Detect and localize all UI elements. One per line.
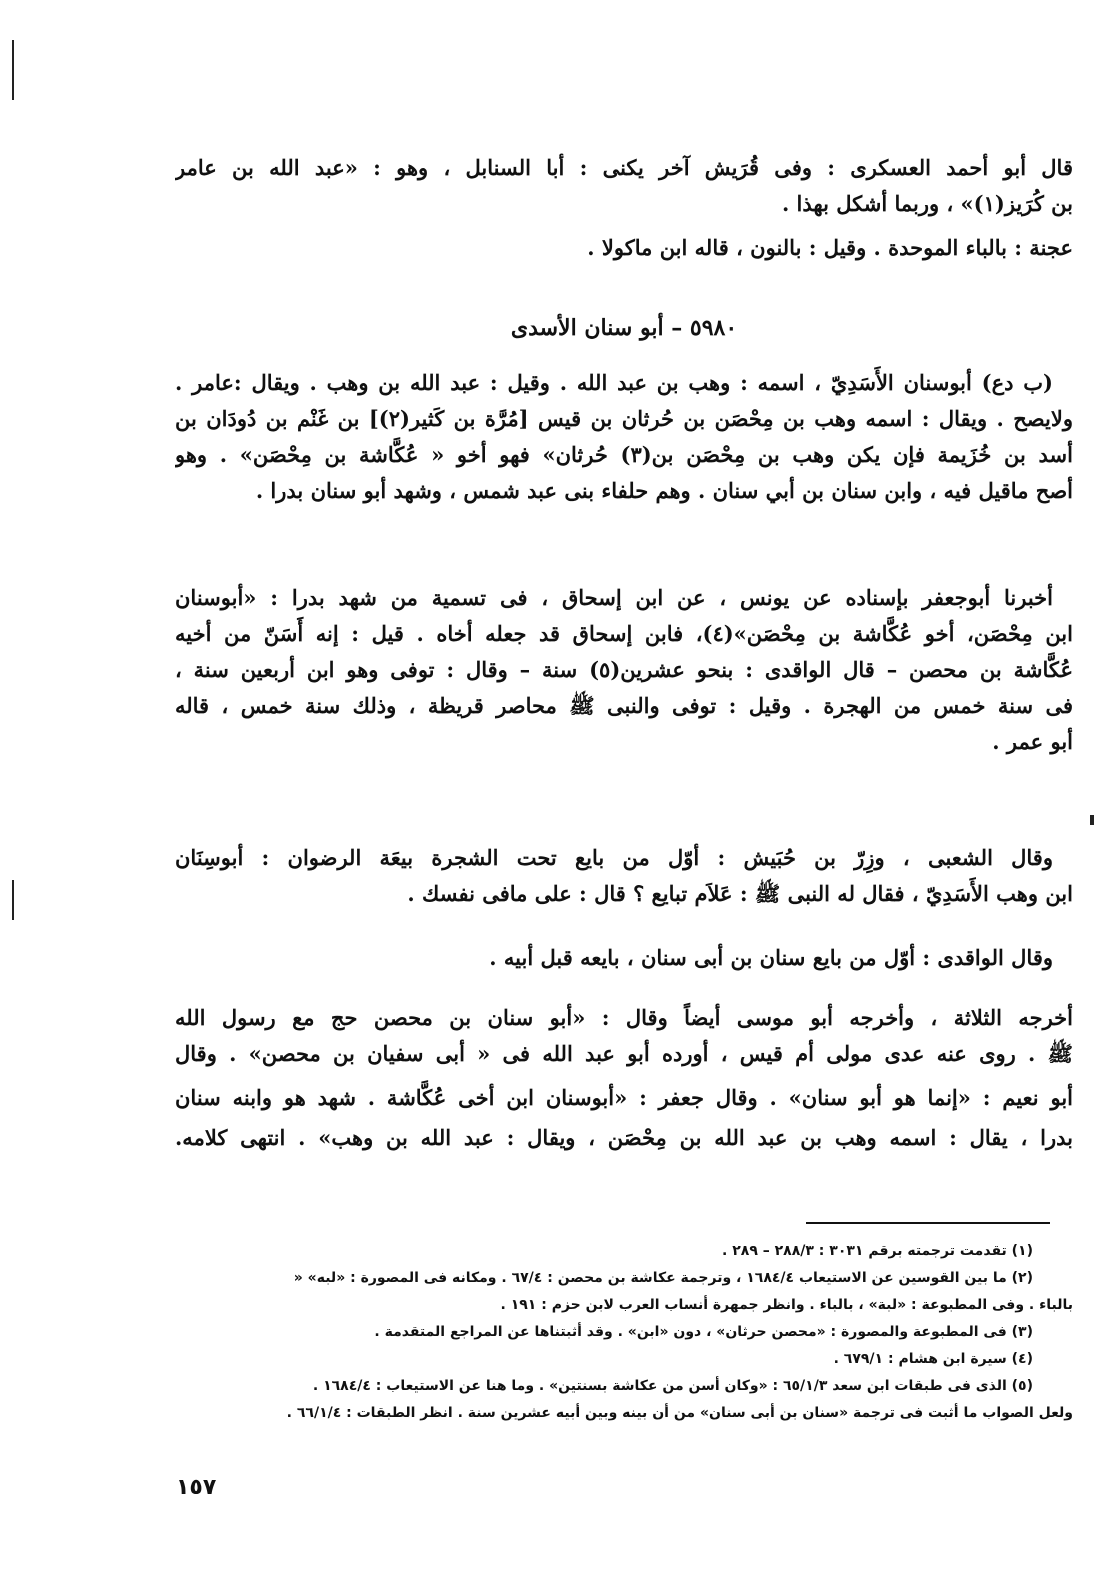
footnote-line: ولعل الصواب ما أثبت فى ترجمة «سنان بن أبى سنان» من أن بينه وبين أبيه عشرين سنة . انظر الطبقات : ٦٦/١/٤ . [286,1405,1073,1421]
paragraph-line: أخبرنا أبوجعفر بإسناده عن يونس ، عن ابن إسحاق ، فى تسمية من شهد بدرا : «أبوسنان [175,585,1053,610]
paragraph-line: عُكَّاشة بن محصن – قال الواقدى : بنحو عشرين(٥) سنة – وقال : توفى وهو ابن أربعين سنة ، [175,657,1073,682]
entry-paragraph-3 [175,840,1073,912]
paragraph-line: أخرجه الثلاثة ، وأخرجه أبو موسى أيضاً وقال : «أبو سنان بن محصن حج مع رسول الله [175,1005,1073,1030]
entry-paragraph-4 [175,940,1073,976]
scan-edge-mark-mid-left [12,880,14,920]
paragraph-line: بدرا ، يقال : اسمه وهب بن عبد الله بن مِحْصَن ، ويقال : عبد الله بن وهب» . انتهى كلامه. [175,1125,1073,1150]
footnote-line: (٤) سيرة ابن هشام : ٦٧٩/١ . [833,1351,1033,1367]
paragraph-line: (ب دع) أبوسنان الأَسَدِيّ ، اسمه : وهب بن عبد الله . وقيل : عبد الله بن وهب . ويقال :عامر . [175,370,1053,395]
paragraph-line: وقال الواقدى : أوّل من بايع سنان بن أبى سنان ، بايعه قبل أبيه . [489,945,1053,970]
paragraph-line: أبو نعيم : «إنما هو أبو سنان» . وقال جعفر : «أبوسنان ابن أخى عُكَّاشة . شهد هو وابنه سنان [175,1085,1073,1110]
intro-line: قال أبو أحمد العسكرى : وفى قُرَيش آخر يكنى : أبا السنابل ، وهو : «عبد الله بن عامر [175,155,1073,180]
paragraph-line: ولايصح . ويقال : اسمه وهب بن مِحْصَن بن حُرثان بن قيس [مُرَّة بن كَثير(٢)] بن غَنْم بن دُودَان بن [175,406,1073,431]
entry-heading: ٥٩٨٠ – أبو سنان الأسدى [510,315,738,341]
footnote-divider [806,1222,1050,1224]
footnote-line: بالباء . وفى المطبوعة : «لبة» ، بالباء . وانظر جمهرة أنساب العرب لابن حزم : ١٩١ . [500,1297,1073,1313]
paragraph-line: وقال الشعبى ، وزِرّ بن حُبَيش : أوّل من بايع تحت الشجرة بيعَة الرضوان : أبوسِنَان [175,845,1053,870]
page-number: ١٥٧ [176,1475,217,1500]
paragraph-line: ابن وهب الأَسَدِيّ ، فقال له النبى ﷺ : عَلاَم تبايع ؟ قال : على مافى نفسك . [407,881,1073,906]
intro-line: بن كُرَيز(١)» ، وربما أشكل بهذا . [781,191,1073,216]
entry-paragraph-2 [175,580,1073,760]
intro-line: عجنة : بالباء الموحدة . وقيل : بالنون ، قاله ابن ماكولا . [587,235,1073,260]
paragraph-line: ابن مِحْصَن، أخو عُكَّاشة بن مِحْصَن»(٤)، فابن إسحاق قد جعله أخاه . قيل : إنه أَسَنّ من أخيه [175,621,1073,646]
paragraph-line: فى سنة خمس من الهجرة . وقيل : توفى والنبى ﷺ محاصر قريظة ، وذلك سنة خمس ، قاله [175,693,1073,718]
entry-paragraph-1 [175,365,1073,509]
paragraph-line: أصح ماقيل فيه ، وابن سنان بن أبي سنان . وهم حلفاء بنى عبد شمس ، وشهد أبو سنان بدرا . [255,478,1073,503]
paragraph-line: أبو عمر . [992,729,1073,754]
footnote-line: (٣) فى المطبوعة والمصورة : «محصن حرثان» ، دون «ابن» . وقد أثبتناها عن المراجع المتقدمة . [374,1324,1033,1340]
scan-edge-mark-right [1090,815,1094,825]
footnote-line: (١) تقدمت ترجمته برقم ٣٠٣١ : ٢٨٨/٣ – ٢٨٩ . [722,1243,1033,1259]
entry-paragraph-5 [175,1000,1073,1156]
paragraph-line: أسد بن خُزَيمة فإن يكن وهب بن مِحْصَن بن(٣) حُرثان» فهو أخو « عُكَّاشة بن مِحْصَن» . وهو [175,442,1073,467]
intro-block [175,150,1073,266]
footnote-line: (٥) الذى فى طبقات ابن سعد ٦٥/١/٣ : «وكان أسن من عكاشة بسنتين» . وما هنا عن الاستيعاب : ١٦٨٤/٤ . [312,1378,1033,1394]
paragraph-line: ﷺ . روى عنه عدى مولى أم قيس ، أورده أبو عبد الله فى « أبى سفيان بن محصن» . وقال [175,1041,1073,1066]
footnotes [150,1238,1073,1427]
footnote-line: (٢) ما بين القوسين عن الاستيعاب ١٦٨٤/٤ ، وترجمة عكاشة بن محصن : ٦٧/٤ . ومكانه فى المصورة : «لبه» « [293,1270,1033,1286]
scan-edge-mark-top-left [12,40,14,100]
